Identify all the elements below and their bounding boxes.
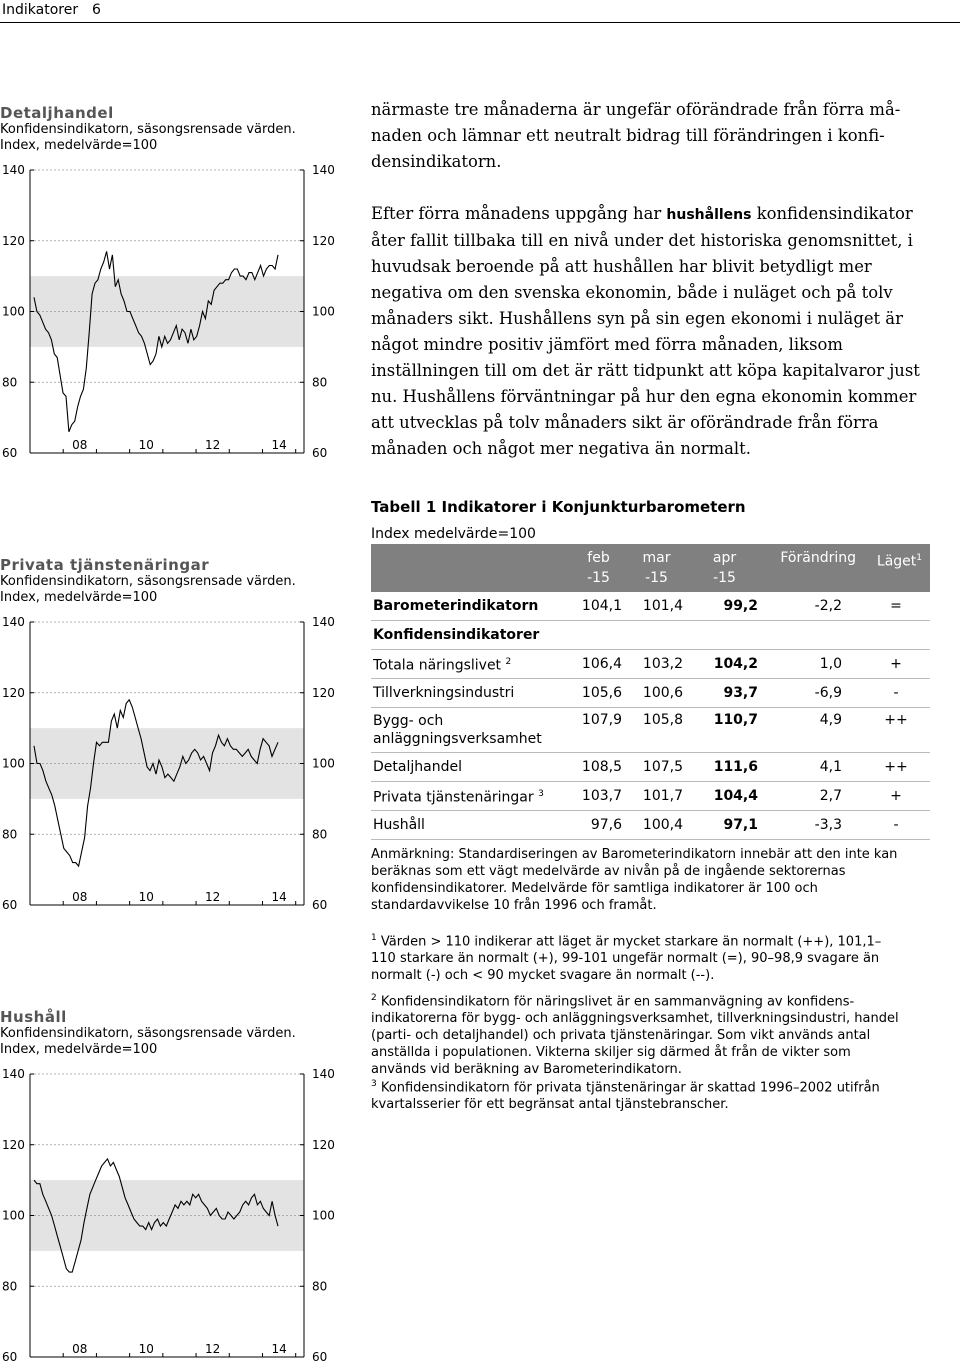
body-text <box>371 97 931 462</box>
x-tick-label: 10 <box>138 438 154 452</box>
page-header <box>0 0 960 23</box>
chart-detaljhandel <box>0 104 340 154</box>
cell-status: + <box>862 650 930 679</box>
cell-apr: 93,7 <box>687 679 762 708</box>
cell-change: -2,2 <box>762 592 862 621</box>
chart-svg-detaljhandel <box>0 160 340 480</box>
col-change: Förändring <box>780 550 856 566</box>
row-label: Barometerindikatorn <box>371 592 571 621</box>
cell-feb: 106,4 <box>571 650 626 679</box>
footnote-1: $^1$ Värden > 110 indikerar att läget är mycket starkare än normalt (++), 101,1–110 starkare än normalt (+), 99-101 ungefär normalt (=), 90–98,9 svagare än normalt (-) och < 90 mycket svagare än normalt (--). <box>371 933 882 984</box>
table-row <box>371 708 930 753</box>
y-tick-label-right: 100 <box>312 304 335 319</box>
cell-feb: 105,6 <box>571 679 626 708</box>
cell-feb: 107,9 <box>571 708 626 753</box>
col-status: Läget$^1$ <box>876 553 922 570</box>
chart-title: Detaljhandel <box>0 104 114 122</box>
cell-apr: 111,6 <box>687 753 762 782</box>
table-remark: Anmärkning: Standardiseringen av Barometerindikatorn innebär att den inte kan beräknas som ett vägt medelvärde av nivån på de ingående sektorernas konfidensindikatorer. Medelvärde för samtliga indikatorer är 100 och standardavvikelse 10 från 1996 och framåt. <box>371 847 898 913</box>
y-tick-label-left: 120 <box>2 233 25 248</box>
y-tick-label-right: 120 <box>312 1137 335 1152</box>
x-tick-label: 08 <box>72 438 88 452</box>
chart-privata-tjanstenaringar <box>0 556 340 606</box>
y-tick-label-left: 80 <box>2 375 18 390</box>
y-tick-label-left: 140 <box>2 615 25 629</box>
x-tick-label: 10 <box>138 1342 154 1356</box>
y-tick-label-right: 120 <box>312 685 335 700</box>
y-tick-label-left: 60 <box>2 898 18 912</box>
col-apr: apr -15 <box>712 550 737 586</box>
chart-svg-hushall <box>0 1064 340 1372</box>
cell-apr: 99,2 <box>687 592 762 621</box>
y-tick-label-right: 60 <box>312 898 328 912</box>
footnote-3: $^3$ Konfidensindikatorn för privata tjänstenäringar är skattad 1996–2002 utifrån kvartalsserier för ett begränsat antal tjänstebranscher. <box>371 1079 880 1113</box>
table-row <box>371 650 930 679</box>
paragraph-1: närmaste tre månaderna är ungefär oförändrade från förra må-naden och lämnar ett neutralt bidrag till förändringen i konfi-densindikatorn. <box>371 100 901 171</box>
y-tick-label-right: 80 <box>312 375 328 390</box>
y-tick-label-left: 140 <box>2 1067 25 1081</box>
row-label: Detaljhandel <box>371 753 571 782</box>
page-number: 6 <box>92 2 101 18</box>
y-tick-label-right: 140 <box>312 163 335 177</box>
table-row <box>371 782 930 811</box>
cell-mar <box>626 621 687 650</box>
y-tick-label-left: 100 <box>2 1208 25 1223</box>
table-header-row <box>371 544 930 592</box>
y-tick-label-left: 60 <box>2 1350 18 1364</box>
cell-change: 4,9 <box>762 708 862 753</box>
chart-subtitle: Konfidensindikatorn, säsongsrensade värden. <box>0 574 296 589</box>
footnote-2: $^2$ Konfidensindikatorn för näringslivet är en sammanvägning av konfidens-indikatorerna för bygg- och anläggningsverksamhet, tillverkningsindustri, handel (parti- och detaljhandel) och privata tjänstenäringar. Som vikt används antal anställda i populationen. Vikterna skiljer sig därmed åt från de vikter som används vid beräkning av Barometerindikatorn. <box>371 993 899 1078</box>
cell-status: = <box>862 592 930 621</box>
y-tick-label-left: 120 <box>2 685 25 700</box>
cell-feb <box>571 621 626 650</box>
cell-change: -3,3 <box>762 811 862 840</box>
cell-feb: 97,6 <box>571 811 626 840</box>
cell-status <box>862 621 930 650</box>
chart-title: Privata tjänstenäringar <box>0 556 210 574</box>
row-label: Privata tjänstenäringar $^3$ <box>371 782 571 811</box>
cell-status: ++ <box>862 753 930 782</box>
cell-change: 2,7 <box>762 782 862 811</box>
cell-apr: 104,4 <box>687 782 762 811</box>
chart-subtitle: Konfidensindikatorn, säsongsrensade värden. <box>0 1026 296 1041</box>
table-title: Tabell 1 Indikatorer i Konjunkturbarometern <box>371 498 746 516</box>
table-row <box>371 753 930 782</box>
y-tick-label-right: 80 <box>312 827 328 842</box>
col-mar: mar -15 <box>642 550 671 586</box>
y-tick-label-left: 140 <box>2 163 25 177</box>
cell-feb: 103,7 <box>571 782 626 811</box>
cell-change <box>762 621 862 650</box>
cell-mar: 100,6 <box>626 679 687 708</box>
cell-mar: 105,8 <box>626 708 687 753</box>
cell-mar: 100,4 <box>626 811 687 840</box>
cell-feb: 104,1 <box>571 592 626 621</box>
table-row <box>371 811 930 840</box>
row-label: Konfidensindikatorer <box>371 621 571 650</box>
col-feb: feb -15 <box>587 550 610 586</box>
table-subtitle: Index medelvärde=100 <box>371 526 536 542</box>
row-label: Hushåll <box>371 811 571 840</box>
x-tick-label: 14 <box>271 890 287 904</box>
chart-title: Hushåll <box>0 1008 67 1026</box>
x-tick-label: 12 <box>205 890 221 904</box>
cell-apr <box>687 621 762 650</box>
table-row <box>371 679 930 708</box>
cell-change: 4,1 <box>762 753 862 782</box>
cell-status: - <box>862 811 930 840</box>
row-label: Tillverkningsindustri <box>371 679 571 708</box>
y-tick-label-right: 100 <box>312 1208 335 1223</box>
paragraph-2: Efter förra månadens uppgång har hushållens konfidensindikator åter fallit tillbaka till en nivå under det historiska genomsnittet, i huvudsak beroende på att hushållen har blivit betydligt mer negativa om den svenska ekonomin, både i nuläget och på tolv månaders sikt. Hushållens syn på sin egen ekonomi i nuläget är något mindre positiv jämfört med förra månaden, liksom inställningen till om det är rätt tidpunkt att köpa kapitalvaror just nu. Hushållens förväntningar på hur den egna ekonomin kommer att utvecklas på tolv månaders sikt är oförändrade från förra månaden och något mer negativa än normalt. <box>371 204 920 458</box>
cell-status: + <box>862 782 930 811</box>
y-tick-label-right: 60 <box>312 446 328 460</box>
cell-feb: 108,5 <box>571 753 626 782</box>
cell-mar: 107,5 <box>626 753 687 782</box>
x-tick-label: 10 <box>138 890 154 904</box>
cell-change: -6,9 <box>762 679 862 708</box>
y-tick-label-right: 100 <box>312 756 335 771</box>
x-tick-label: 12 <box>205 1342 221 1356</box>
y-tick-label-right: 140 <box>312 1067 335 1081</box>
cell-mar: 103,2 <box>626 650 687 679</box>
cell-status: - <box>862 679 930 708</box>
x-tick-label: 14 <box>271 438 287 452</box>
y-tick-label-left: 100 <box>2 304 25 319</box>
chart-subtitle-index: Index, medelvärde=100 <box>0 138 158 153</box>
households-term: hushållens <box>666 207 752 223</box>
cell-apr: 104,2 <box>687 650 762 679</box>
cell-apr: 97,1 <box>687 811 762 840</box>
y-tick-label-right: 120 <box>312 233 335 248</box>
y-tick-label-left: 80 <box>2 1279 18 1294</box>
y-tick-label-right: 80 <box>312 1279 328 1294</box>
x-tick-label: 08 <box>72 1342 88 1356</box>
table-row <box>371 621 930 650</box>
chart-hushall <box>0 1008 340 1058</box>
chart-subtitle-index: Index, medelvärde=100 <box>0 590 158 605</box>
x-tick-label: 12 <box>205 438 221 452</box>
y-tick-label-left: 60 <box>2 446 18 460</box>
x-tick-label: 14 <box>271 1342 287 1356</box>
chart-subtitle-index: Index, medelvärde=100 <box>0 1042 158 1057</box>
y-tick-label-left: 80 <box>2 827 18 842</box>
chart-svg-privata <box>0 612 340 932</box>
y-tick-label-right: 60 <box>312 1350 328 1364</box>
row-label: Bygg- och anläggningsverksamhet <box>371 708 571 753</box>
cell-apr: 110,7 <box>687 708 762 753</box>
indicator-table <box>371 544 930 840</box>
cell-mar: 101,7 <box>626 782 687 811</box>
y-tick-label-left: 100 <box>2 756 25 771</box>
section-name: Indikatorer <box>2 2 79 18</box>
cell-mar: 101,4 <box>626 592 687 621</box>
cell-status: ++ <box>862 708 930 753</box>
cell-change: 1,0 <box>762 650 862 679</box>
y-tick-label-left: 120 <box>2 1137 25 1152</box>
y-tick-label-right: 140 <box>312 615 335 629</box>
row-label: Totala näringslivet $^2$ <box>371 650 571 679</box>
table-row <box>371 592 930 621</box>
x-tick-label: 08 <box>72 890 88 904</box>
chart-subtitle: Konfidensindikatorn, säsongsrensade värden. <box>0 122 296 137</box>
